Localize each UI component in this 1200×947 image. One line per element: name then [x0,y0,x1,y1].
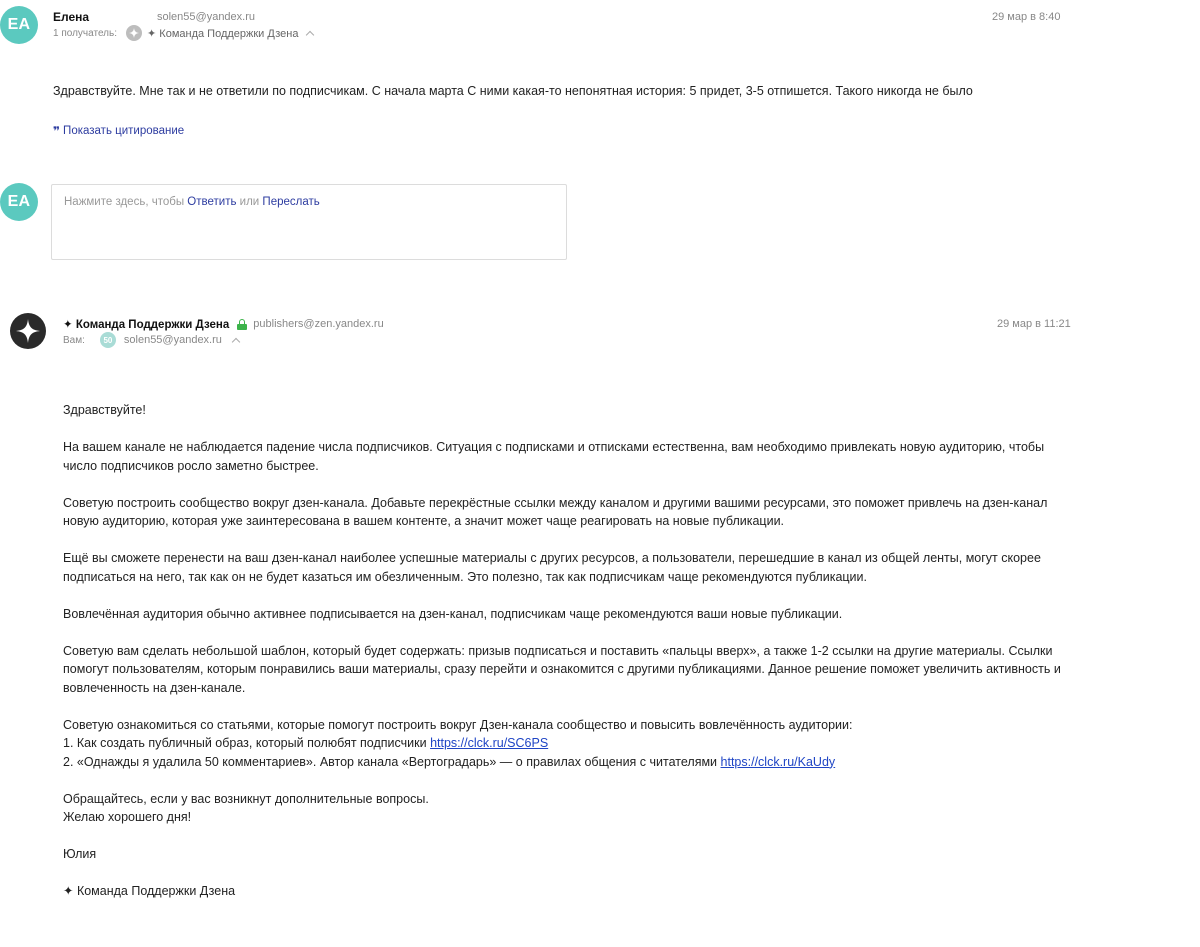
recipient-name[interactable]: ✦ Команда Поддержки Дзена [147,27,299,40]
signature-name: Юлия [63,847,97,861]
paragraph: Вовлечённая аудитория обычно активнее подписывается на дзен-канал, подписчикам чаще рекомендуются ваши новые публикации. [63,606,843,621]
article-title: 2. «Однажды я удалила 50 комментариев». Автор канала «Вертоградарь» — о правилах общения с читателями [63,754,718,769]
recipients-label: 1 получатель: [53,27,118,39]
quote-icon: ❞ [53,124,61,138]
closing [63,790,1073,827]
article-link[interactable]: https://clck.ru/KaUdy [720,754,836,769]
to-label: Вам: [63,334,85,346]
sender-name-2[interactable]: ✦ Команда Поддержки Дзена [63,319,230,331]
sender-avatar[interactable]: EA [0,6,38,44]
quick-reply-box[interactable] [51,184,567,260]
greeting: Здравствуйте! [63,403,146,417]
message-date: 29 мар в 8:40 [992,11,1061,23]
sender-name[interactable]: Елена [53,10,90,24]
recipient-avatar-icon [126,25,142,41]
lock-icon [237,319,247,330]
paragraph: Советую построить сообщество вокруг дзен-канала. Добавьте перекрёстные ссылки между каналом и другими вашими ресурсами, это поможет привлечь на дзен-канал новую аудиторию, которая уже заинтересована в вашем контенте, а значит может чаще реагировать на новые публикации. [63,495,1048,528]
articles-intro: Советую ознакомиться со статьями, которые помогут построить вокруг Дзен-канала сообщество и повысить вовлечённость аудитории: [63,717,853,732]
forward-link[interactable]: Переслать [262,196,320,208]
to-row [63,332,239,348]
message-body-2 [63,401,1073,901]
zen-star-icon [16,319,40,343]
reply-or: или [239,196,260,208]
reply-link[interactable]: Ответить [187,196,237,208]
to-avatar: 50 [100,332,116,348]
closing-line: Желаю хорошего дня! [63,810,192,824]
paragraph: Советую вам сделать небольшой шаблон, который будет содержать: призыв подписаться и поставить «пальцы вверх», а также 1-2 ссылки на другие материалы. Ссылки помогут пользователям, которым понравились ваши материалы, сразу перейти и ознакомится с другими публикациями. Данное решение поможет увеличить активность и вовлеченность на дзен-канале. [63,643,1061,695]
article-title: 1. Как создать публичный образ, который полюбят подписчики [63,736,427,750]
signature-team: ✦ Команда Поддержки Дзена [63,884,236,898]
chevron-up-icon[interactable] [232,337,240,345]
sender-email[interactable]: solen55@yandex.ru [157,11,256,23]
closing-line: Обращайтесь, если у вас возникнут дополнительные вопросы. [63,791,429,806]
sender-row [63,317,384,331]
recipients-row [53,25,313,41]
my-avatar: EA [0,183,38,221]
zen-avatar[interactable] [10,313,46,349]
paragraph: На вашем канале не наблюдается падение числа подписчиков. Ситуация с подписками и отписками естественна, вам необходимо привлекать новую аудиторию, чтобы число подписчиков росло заметно быстрее. [63,440,1045,473]
reply-prefix: Нажмите здесь, чтобы [64,196,185,208]
sender-email-2[interactable]: publishers@zen.yandex.ru [253,318,384,330]
to-email[interactable]: solen55@yandex.ru [123,334,222,346]
article-item [63,734,1073,753]
message-body: Здравствуйте. Мне так и не ответили по подписчикам. С начала марта С ними какая-то непонятная история: 5 придет, 3-5 отпишется. Такого никогда не было [53,84,973,98]
articles-block [63,716,1073,772]
article-item [63,753,1073,772]
show-quote-label[interactable]: Показать цитирование [63,125,185,137]
show-quote-link[interactable] [53,125,184,137]
paragraph: Ещё вы сможете перенести на ваш дзен-канал наиболее успешные материалы с других ресурсов, а пользователи, перешедшие в канал из общей ленты, могут скорее подписаться на него, так как он не будет казаться им обезличенным. Это полезно, так как подписчикам чаще рекомендуются публикации. [63,551,1041,584]
article-link[interactable]: https://clck.ru/SC6PS [430,736,549,750]
message-date-2: 29 мар в 11:21 [997,318,1071,330]
chevron-up-icon[interactable] [306,30,314,38]
